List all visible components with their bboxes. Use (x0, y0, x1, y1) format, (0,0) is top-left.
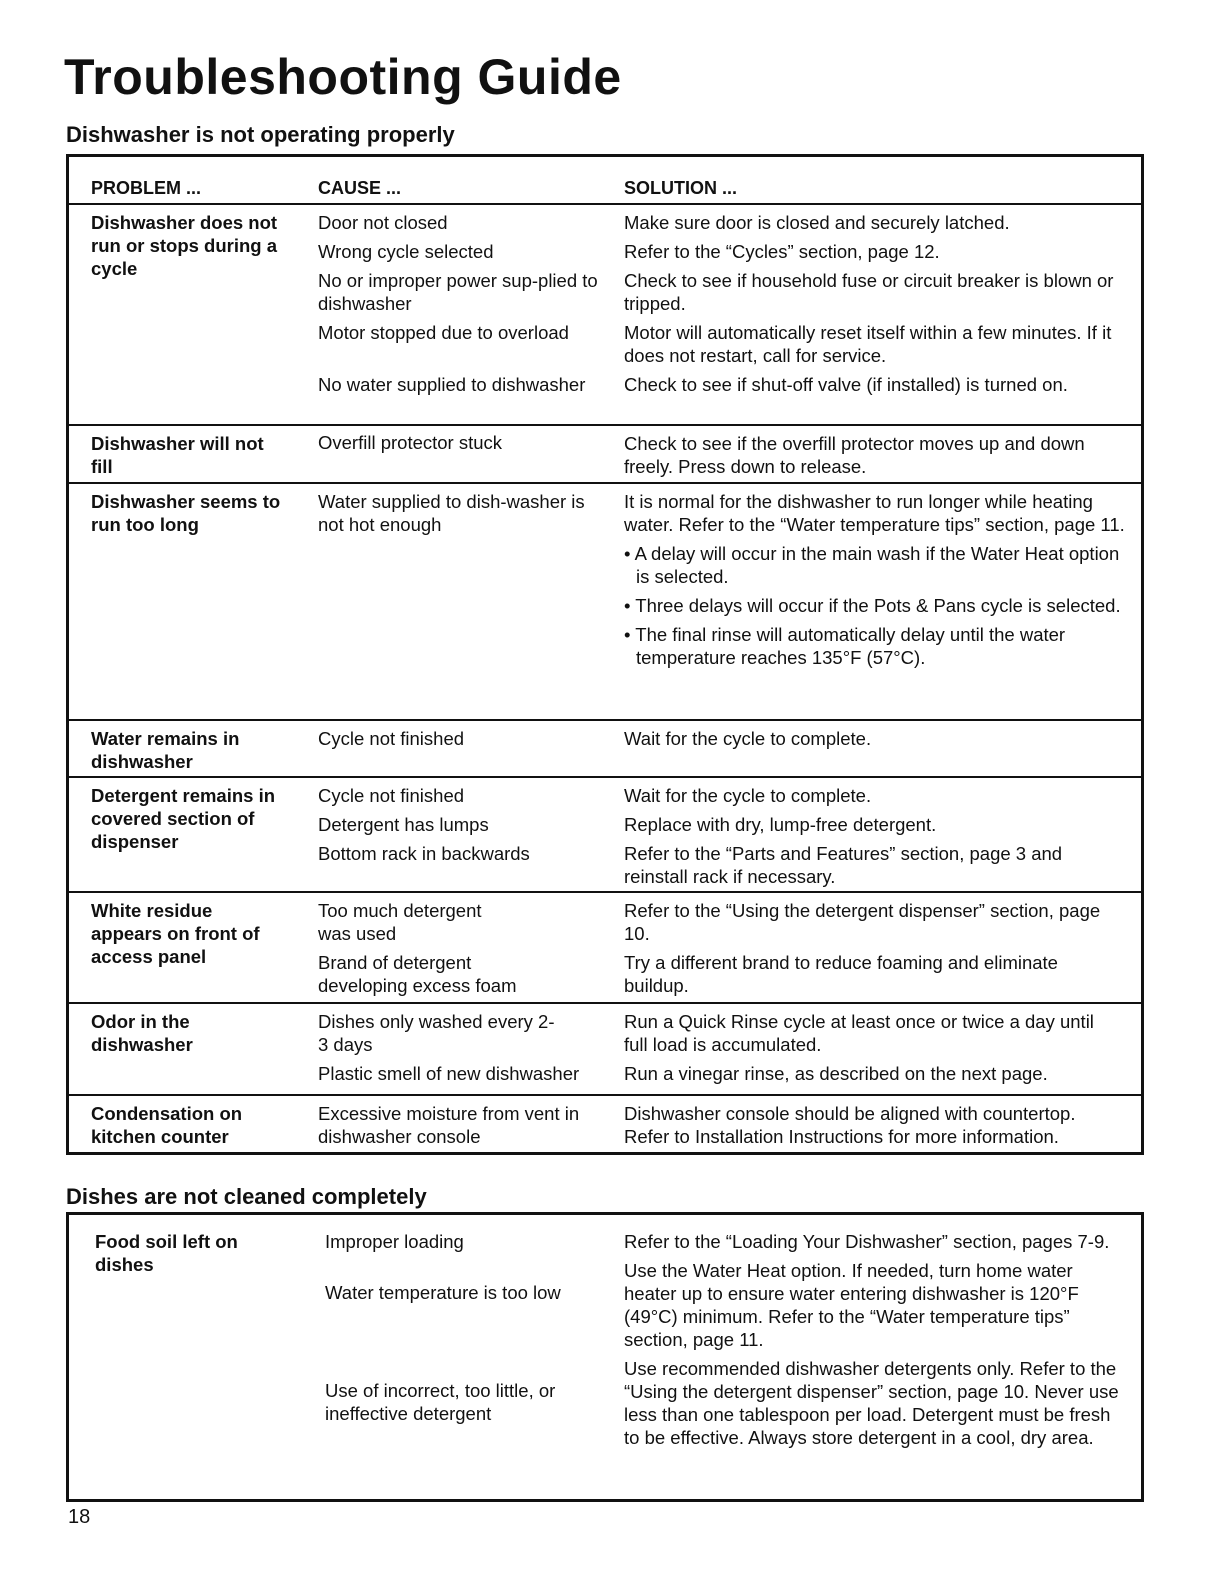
table-row (69, 484, 1141, 721)
problem-cell: Dishwasher will not fill (91, 433, 264, 477)
solution-item: Check to see if household fuse or circuit breaker is blown or tripped. (624, 270, 1114, 314)
solution-cell (624, 784, 1129, 894)
troubleshooting-table-cleaning (66, 1212, 1144, 1502)
problem-cell: Dishwasher seems to run too long (91, 491, 281, 535)
solution-item: Refer to the “Cycles” section, page 12. (624, 241, 940, 262)
cause-item: Excessive moisture from vent in dishwasher console (318, 1103, 580, 1147)
table-row (69, 1096, 1141, 1157)
table-row (69, 721, 1141, 778)
solution-cell (624, 432, 1129, 484)
cause-cell (318, 431, 608, 460)
troubleshooting-table-operation (66, 154, 1144, 1155)
cause-item: Overfill protector stuck (318, 432, 503, 453)
solution-cell (624, 1010, 1094, 1091)
solution-cell (624, 727, 1129, 756)
cause-item: Water temperature is too low (325, 1282, 561, 1303)
table-header (69, 157, 1141, 205)
problem-cell: Water remains in dishwasher (91, 728, 240, 772)
cause-item: Too much detergent was used (318, 900, 482, 944)
solution-cell (624, 490, 1129, 675)
cause-item: Cycle not finished (318, 728, 465, 749)
solution-item: Refer to the “Using the detergent dispenser” section, page 10. (624, 900, 1101, 944)
problem-cell: Detergent remains in covered section of dispenser (91, 785, 276, 852)
cause-cell (318, 1010, 608, 1091)
cause-item: Door not closed (318, 212, 448, 233)
problem-cell: Odor in the dishwasher (91, 1011, 193, 1055)
section-title-not-cleaned: Dishes are not cleaned completely (66, 1184, 427, 1209)
solution-item: Try a different brand to reduce foaming and eliminate buildup. (624, 952, 1058, 996)
cause-cell (318, 784, 608, 871)
table-row (69, 205, 1141, 426)
cause-item: Cycle not finished (318, 785, 465, 806)
table-row (69, 1004, 1141, 1096)
problem-cell: Food soil left on dishes (95, 1231, 238, 1275)
section-title-not-operating: Dishwasher is not operating properly (66, 122, 455, 147)
header-cause: CAUSE ... (318, 178, 402, 198)
solution-bullet: • Three delays will occur if the Pots & Pans cycle is selected. (624, 595, 1121, 616)
solution-cell (624, 1102, 1119, 1154)
solution-item: It is normal for the dishwasher to run longer while heating water. Refer to the “Water temperature tips” section, page 11. (624, 491, 1125, 535)
cause-item: Dishes only washed every 2-3 days (318, 1011, 555, 1055)
solution-bullet: • The final rinse will automatically delay until the water temperature reaches 135°F (57°C). (624, 624, 1066, 668)
solution-item: Check to see if the overfill protector moves up and down freely. Press down to release. (624, 433, 1085, 477)
cause-item: Use of incorrect, too little, or ineffective detergent (325, 1380, 556, 1424)
solution-item: Wait for the cycle to complete. (624, 785, 872, 806)
table-row (69, 1215, 1141, 1499)
cause-cell (318, 1102, 593, 1154)
solution-item: Run a vinegar rinse, as described on the next page. (624, 1063, 1048, 1084)
solution-item: Motor will automatically reset itself within a few minutes. If it does not restart, call for service. (624, 322, 1112, 366)
cause-item: No water supplied to dishwasher (318, 374, 586, 395)
header-solution: SOLUTION ... (624, 178, 738, 198)
cause-cell (318, 490, 593, 542)
cause-item: Bottom rack in backwards (318, 843, 530, 864)
cause-item: Brand of detergent developing excess foam (318, 952, 517, 996)
cause-item: Wrong cycle selected (318, 241, 494, 262)
table-row (69, 893, 1141, 1004)
problem-cell: Condensation on kitchen counter (91, 1103, 243, 1147)
cause-item: Plastic smell of new dishwasher (318, 1063, 580, 1084)
cause-cell (318, 899, 518, 1003)
solution-item: Dishwasher console should be aligned with countertop. Refer to Installation Instructions for more information. (624, 1103, 1076, 1147)
cause-item: Detergent has lumps (318, 814, 489, 835)
solution-item: Check to see if shut-off valve (if installed) is turned on. (624, 374, 1068, 395)
header-problem: PROBLEM ... (91, 178, 202, 198)
solution-cell (624, 1230, 1119, 1455)
solution-item: Use recommended dishwasher detergents only. Refer to the “Using the detergent dispenser” section, page 10. Never use less than one tablespoon per load. Detergent must be fresh to be effective. Always store detergent in a cool, dry area. (624, 1358, 1119, 1448)
solution-cell (624, 899, 1104, 1003)
solution-item: Refer to the “Parts and Features” section, page 3 and reinstall rack if necessary. (624, 843, 1063, 887)
solution-item: Run a Quick Rinse cycle at least once or twice a day until full load is accumulated. (624, 1011, 1094, 1055)
cause-cell (318, 211, 598, 402)
solution-item: Refer to the “Loading Your Dishwasher” section, pages 7-9. (624, 1231, 1110, 1252)
solution-item: Make sure door is closed and securely latched. (624, 212, 1010, 233)
cause-cell (318, 727, 608, 756)
table-row (69, 778, 1141, 893)
cause-cell (325, 1230, 595, 1431)
solution-item: Wait for the cycle to complete. (624, 728, 872, 749)
problem-cell: White residue appears on front of access panel (91, 900, 260, 967)
table-row (69, 426, 1141, 484)
page-title: Troubleshooting Guide (64, 49, 622, 105)
solution-item: Replace with dry, lump-free detergent. (624, 814, 937, 835)
page-number: 18 (68, 1506, 91, 1528)
solution-item: Use the Water Heat option. If needed, turn home water heater up to ensure water entering dishwasher is 120°F (49°C) minimum. Refer to the “Water temperature tips” section, page 11. (624, 1260, 1079, 1350)
cause-item: No or improper power sup-plied to dishwasher (318, 270, 598, 314)
problem-cell: Dishwasher does not run or stops during a cycle (91, 212, 278, 279)
solution-cell (624, 211, 1129, 402)
cause-item: Motor stopped due to overload (318, 322, 569, 343)
cause-item: Water supplied to dish-washer is not hot enough (318, 491, 585, 535)
cause-item: Improper loading (325, 1231, 464, 1252)
solution-bullet: • A delay will occur in the main wash if the Water Heat option is selected. (624, 543, 1120, 587)
